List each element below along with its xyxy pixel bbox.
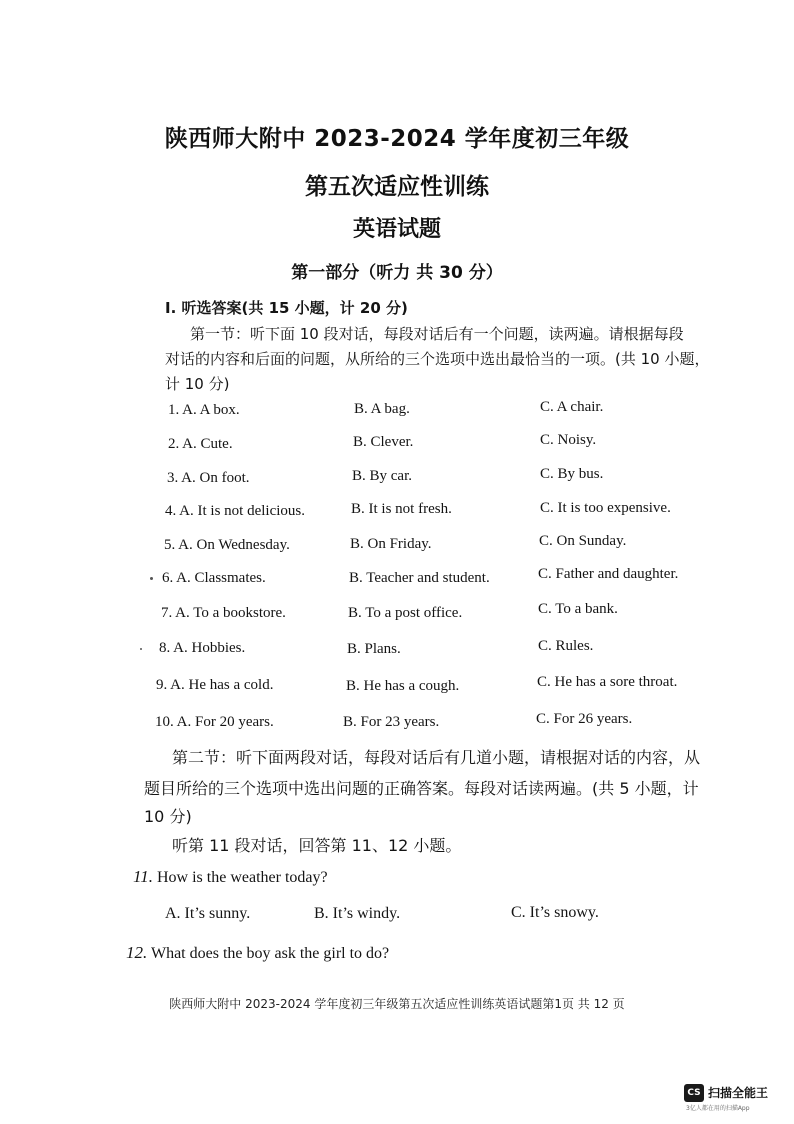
brand-name: 扫描全能王 [708, 1086, 769, 1100]
question-12 [126, 943, 389, 963]
part-heading: 第一部分（听力 共 30 分） [291, 263, 503, 283]
q5-option-b: B. On Friday. [350, 536, 432, 552]
q1-option-c: C. A chair. [540, 399, 604, 415]
q10-option-c: C. For 26 years. [536, 711, 633, 727]
section1-instruction-line3: 计 10 分) [165, 375, 230, 393]
dialogue-11-instruction: 听第 11 段对话，回答第 11、12 小题。 [172, 836, 462, 855]
subject-title: 英语试题 [352, 217, 441, 242]
scanner-watermark [684, 1082, 788, 1114]
q10-option-a: 10. A. For 20 years. [155, 714, 274, 730]
section1-heading: I. 听选答案(共 15 小题，计 20 分) [165, 299, 408, 317]
q2-option-a: 2. A. Cute. [168, 436, 233, 452]
section2-instruction-line1: 第二节：听下面两段对话，每段对话后有几道小题，请根据对话的内容，从 [172, 748, 701, 767]
q4-option-b: B. It is not fresh. [351, 501, 452, 517]
q5-option-c: C. On Sunday. [539, 533, 627, 549]
q11-option-b: B. It’s windy. [314, 905, 401, 922]
q6-option-a: 6. A. Classmates. [162, 570, 266, 586]
q11-option-a: A. It’s sunny. [165, 905, 251, 922]
exam-round-title: 第五次适应性训练 [305, 174, 489, 200]
question-11 [133, 867, 328, 887]
q3-option-a: 3. A. On foot. [167, 470, 250, 486]
q6-option-b: B. Teacher and student. [349, 570, 490, 586]
q9-option-a: 9. A. He has a cold. [156, 677, 274, 693]
section2-instruction-line2: 题目所给的三个选项中选出问题的正确答案。每段对话读两遍。(共 5 小题，计 [144, 779, 699, 798]
q2-option-b: B. Clever. [353, 434, 414, 450]
section1-instruction-line1: 第一节：听下面 10 段对话，每段对话后有一个问题，读两遍。请根据每段 [190, 325, 684, 343]
q3-option-b: B. By car. [352, 468, 412, 484]
section2-instruction-line3: 10 分) [144, 807, 192, 826]
q7-option-a: 7. A. To a bookstore. [161, 605, 286, 621]
brand-tagline: 3亿人都在用的扫描App [686, 1105, 750, 1112]
q4-option-c: C. It is too expensive. [540, 500, 671, 516]
q7-option-c: C. To a bank. [538, 601, 618, 617]
page-footer: 陕西师大附中 2023-2024 学年度初三年级第五次适应性训练英语试题第1页 共 12 页 [169, 997, 625, 1011]
question-12-text: What does the boy ask the girl to do? [150, 945, 390, 962]
scan-speck [150, 577, 153, 580]
q10-option-b: B. For 23 years. [343, 714, 440, 730]
q4-option-a: 4. A. It is not delicious. [165, 503, 305, 519]
q5-option-a: 5. A. On Wednesday. [164, 537, 290, 553]
q8-option-b: B. Plans. [347, 641, 401, 657]
q1-option-b: B. A bag. [354, 401, 410, 417]
q9-option-c: C. He has a sore throat. [537, 674, 678, 690]
q7-option-b: B. To a post office. [348, 605, 463, 621]
cs-logo-icon: CS [684, 1084, 704, 1102]
question-11-text: How is the weather today? [157, 869, 328, 886]
q8-option-a: 8. A. Hobbies. [159, 640, 246, 656]
question-12-number: 12. [126, 943, 148, 962]
q11-option-c: C. It’s snowy. [511, 904, 599, 921]
scan-speck [140, 648, 142, 650]
q3-option-c: C. By bus. [540, 466, 604, 482]
section1-instruction-line2: 对话的内容和后面的问题，从所给的三个选项中选出最恰当的一项。(共 10 小题， [165, 350, 710, 368]
question-11-number: 11. [133, 867, 153, 886]
q9-option-b: B. He has a cough. [346, 678, 460, 694]
q1-option-a: 1. A. A box. [168, 402, 240, 418]
q8-option-c: C. Rules. [538, 638, 594, 654]
school-title: 陕西师大附中 2023-2024 学年度初三年级 [164, 126, 630, 152]
q6-option-c: C. Father and daughter. [538, 566, 679, 582]
q2-option-c: C. Noisy. [540, 432, 597, 448]
